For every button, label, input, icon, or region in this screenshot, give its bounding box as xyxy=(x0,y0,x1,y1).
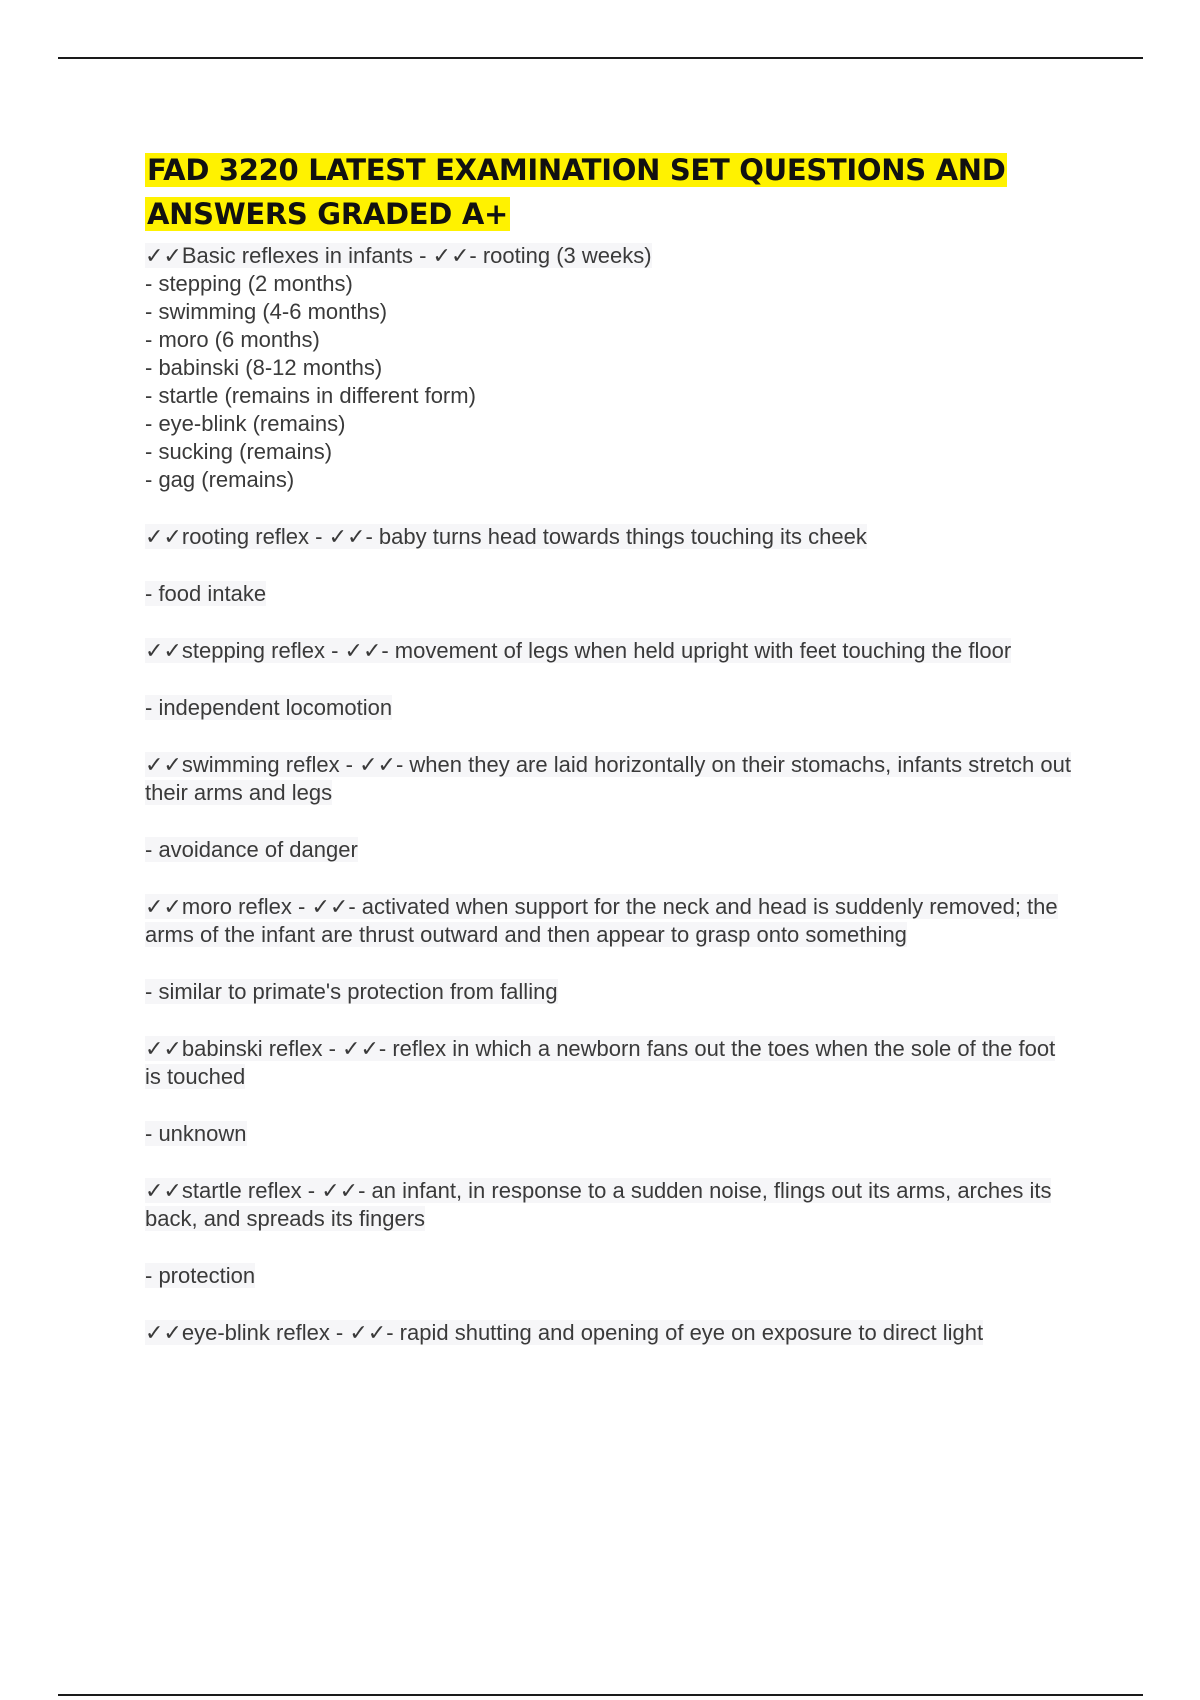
intro-list-item: - sucking (remains) xyxy=(145,439,333,464)
intro-list-item: - gag (remains) xyxy=(145,467,295,492)
question-text: ✓✓startle reflex - ✓✓- an infant, in response to a sudden noise, flings out its arms, arches its back, and spreads its fingers xyxy=(145,1178,1052,1231)
document-title xyxy=(145,148,1075,236)
answer-text: - similar to primate's protection from falling xyxy=(145,979,558,1004)
answer-text: - independent locomotion xyxy=(145,695,393,720)
question-text: ✓✓moro reflex - ✓✓- activated when support for the neck and head is suddenly removed; the arms of the infant are thrust outward and then appear to grasp onto something xyxy=(145,894,1058,947)
question-text: ✓✓eye-blink reflex - ✓✓- rapid shutting and opening of eye on exposure to direct light xyxy=(145,1320,984,1345)
intro-list-item: - moro (6 months) xyxy=(145,327,320,352)
question-text: ✓✓babinski reflex - ✓✓- reflex in which a newborn fans out the toes when the sole of the foot is touched xyxy=(145,1036,1056,1089)
question-text: ✓✓swimming reflex - ✓✓- when they are laid horizontally on their stomachs, infants stretch out their arms and legs xyxy=(145,752,1071,805)
question-text: ✓✓stepping reflex - ✓✓- movement of legs when held upright with feet touching the floor xyxy=(145,638,1012,663)
bottom-rule xyxy=(58,1694,1143,1696)
title-highlight: FAD 3220 LATEST EXAMINATION SET QUESTIONS AND ANSWERS GRADED A+ xyxy=(147,153,1006,231)
answer-text: - unknown xyxy=(145,1121,247,1146)
intro-list-item: - startle (remains in different form) xyxy=(145,383,476,408)
question-text: ✓✓rooting reflex - ✓✓- baby turns head towards things touching its cheek xyxy=(145,524,867,549)
intro-list-item: - eye-blink (remains) xyxy=(145,411,346,436)
intro-list-item: - swimming (4-6 months) xyxy=(145,299,388,324)
top-rule xyxy=(58,57,1143,59)
answer-text: - food intake xyxy=(145,581,267,606)
document-body xyxy=(145,148,1075,1347)
intro-list-item: - babinski (8-12 months) xyxy=(145,355,383,380)
answer-text: - protection xyxy=(145,1263,256,1288)
answer-text: - avoidance of danger xyxy=(145,837,358,862)
intro-question: ✓✓Basic reflexes in infants - ✓✓- rooting (3 weeks) xyxy=(145,243,652,268)
intro-list-item: - stepping (2 months) xyxy=(145,271,353,296)
